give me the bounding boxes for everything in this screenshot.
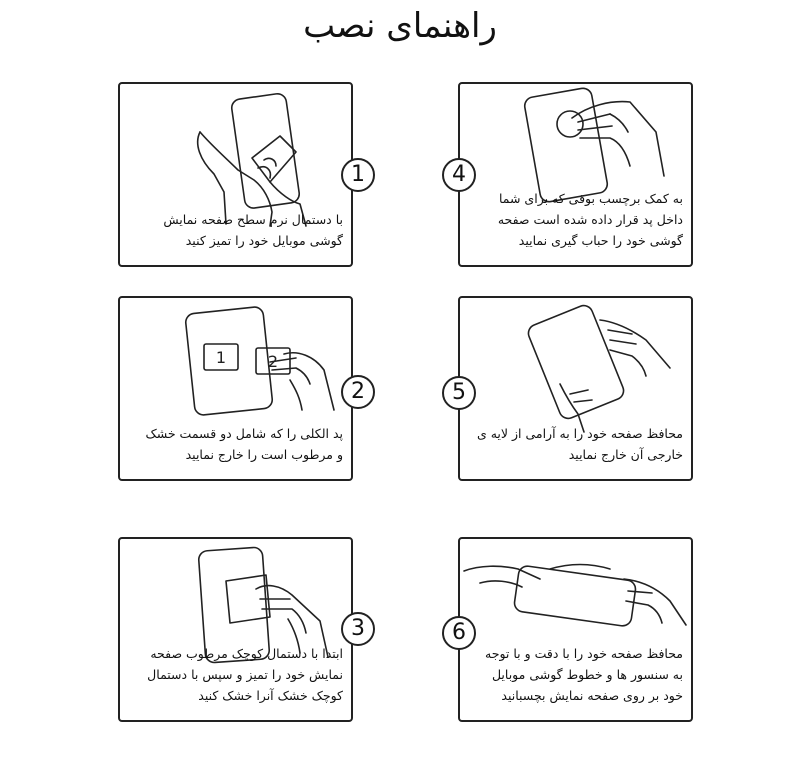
step-1-panel xyxy=(118,82,353,267)
step-2-panel xyxy=(118,296,353,481)
page-title: راهنمای نصب xyxy=(303,6,497,46)
step-6-caption: محافظ صفحه خود را با دقت و با توجه به سنسور ها و خطوط گوشی موبایل خود بر روی صفحه نمایش بچسبانید xyxy=(485,646,683,703)
step-2-caption: پد الکلی را که شامل دو قسمت خشک و مرطوب است را خارج نمایید xyxy=(145,426,343,462)
step-1-caption: با دستمال نرم سطح صفحه نمایش گوشی موبایل خود را تمیز کنید xyxy=(163,212,343,248)
pad-part-2-icon: 2 xyxy=(267,352,279,371)
step-5-number: 5 xyxy=(442,376,476,410)
step-5-caption: محافظ صفحه خود را به آرامی از لایه ی خارجی آن خارج نمایید xyxy=(476,426,683,462)
step-6-number: 6 xyxy=(442,616,476,650)
step-4-number: 4 xyxy=(442,158,476,192)
step-2-number: 2 xyxy=(341,375,375,409)
step-1-number: 1 xyxy=(341,158,375,192)
step-3-panel xyxy=(118,537,353,722)
pad-part-1-icon: 1 xyxy=(215,348,227,367)
step-4-caption: به کمک برچسب بوقی که برای شما داخل پد قرار داده شده است صفحه گوشی خود را حباب گیری نمایید xyxy=(497,191,683,248)
step-5-panel xyxy=(458,296,693,481)
step-6-panel xyxy=(458,537,693,722)
step-3-number: 3 xyxy=(341,612,375,646)
step-4-panel xyxy=(458,82,693,267)
step-3-caption: ابتدا با دستمال کوچک مرطوب صفحه نمایش خود را تمیز و سپس با دستمال کوچک خشک آنرا خشک کنید xyxy=(147,646,343,703)
